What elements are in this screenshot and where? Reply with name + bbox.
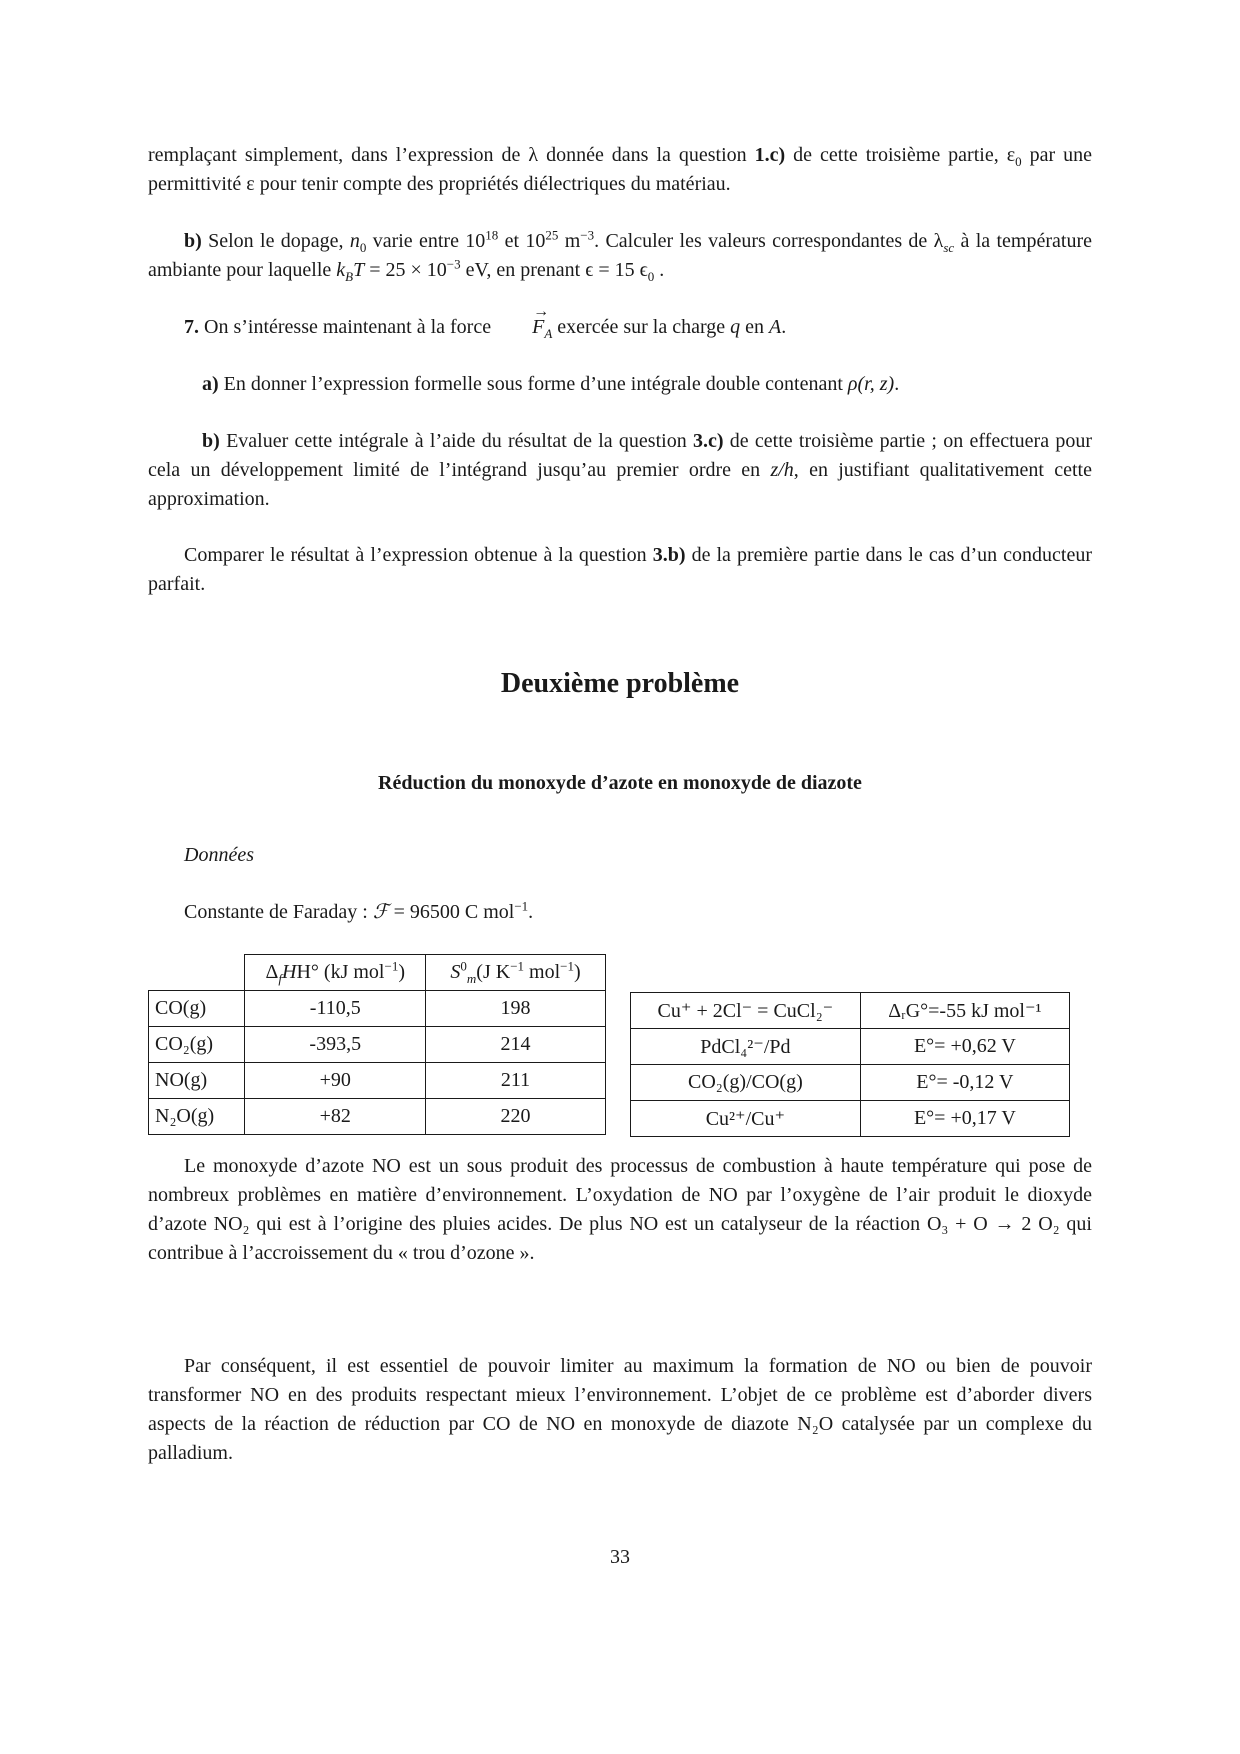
value-cell: E°= +0,17 V: [860, 1101, 1069, 1137]
couple-cell: CO₂(g)/CO(g): [631, 1065, 861, 1101]
couple-cell: Cu⁺ + 2Cl⁻ = CuCl₂⁻: [631, 993, 861, 1029]
question-7: 7. On s’intéresse maintenant à la force → $F_A$ exercée sur la charge q en A.: [148, 313, 1092, 342]
couple-cell: PdCl₄²⁻/Pd: [631, 1029, 861, 1065]
paragraph-objective: Par conséquent, il est essentiel de pouvoir limiter au maximum la formation de NO ou bien de pouvoir transformer NO en des produits respectant mieux l’environnement. L’objet de ce problème est d’aborder divers aspects de la réaction de réduction par CO de NO en monoxyde de diazote N₂O catalysée par un complexe du palladium.: [148, 1355, 1092, 1464]
value-cell: ΔᵣG°=-55 kJ mol⁻¹: [860, 993, 1069, 1029]
entropy-cell: 220: [426, 1099, 606, 1135]
section-subtitle: Réduction du monoxyde d’azote en monoxyde de diazote: [378, 772, 862, 794]
question-7a: a) En donner l’expression formelle sous forme d’une intégrale double contenant ρ(r, z).: [202, 373, 900, 395]
entropy-cell: 198: [426, 991, 606, 1027]
paragraph-intro: Le monoxyde d’azote NO est un sous produit des processus de combustion à haute température qui pose de nombreux problèmes en matière d’environnement. L’oxydation de NO par l’oxygène de l’air produit le dioxyde d’azote NO₂ qui est à l’origine des pluies acides. De plus NO est un catalyseur de la réaction O₃ + O → 2 O₂ qui contribue à l’accroissement du « trou d’ozone ».: [148, 1155, 1092, 1264]
header-enthalpy: $\Delta_fHH^\circ$ (kJ mol$^{-1}$): [245, 955, 426, 991]
table-header-row: [149, 955, 606, 991]
thermo-table: [148, 954, 606, 1135]
compare-paragraph: Comparer le résultat à l’expression obtenue à la question 3.b) de la première partie dans le cas d’un conducteur parfait.: [148, 544, 1093, 595]
species-cell: CO(g): [149, 991, 245, 1027]
question-6b: b) Selon le dopage, $n_0$ varie entre $10^{18}$ et $10^{25}$ $m^{-3}$. Calculer les valeurs correspondantes de $\lambda_{sc}$ à la température ambiante pour laquelle $k_BT = 25 \times 10^{-3}$ eV, en prenant ϵ = 15 $\epsilon_0$ .: [148, 227, 1092, 284]
faraday-constant: Constante de Faraday : ℱ = 96500 C mol$^{-1}$.: [184, 898, 534, 923]
enthalpy-cell: -393,5: [245, 1027, 426, 1063]
table-row: [149, 1027, 606, 1063]
table-row: [631, 993, 1070, 1029]
couple-cell: Cu²⁺/Cu⁺: [631, 1101, 861, 1137]
table-row: [631, 1065, 1070, 1101]
table-row: [631, 1101, 1070, 1137]
header-entropy: $S^0_m(J$ $K^{-1}$ mol$^{-1}$): [426, 955, 606, 991]
enthalpy-cell: +82: [245, 1099, 426, 1135]
vector-arrow-icon: → F: [496, 313, 544, 342]
table-row: [149, 991, 606, 1027]
donnees-label: Données: [184, 844, 254, 866]
value-cell: E°= -0,12 V: [860, 1065, 1069, 1101]
question-7b: b) Evaluer cette intégrale à l’aide du résultat de la question 3.c) de cette troisième partie ; on effectuera pour cela un développement limité de l’intégrand jusqu’au premier ordre en z/h, en justifiant qualitativement cette approximation.: [148, 430, 1092, 510]
table-row: [149, 1063, 606, 1099]
paragraph-permittivity: remplaçant simplement, dans l’expression de λ donnée dans la question 1.c) de cette troisième partie, $\varepsilon_0$ par une permittivité ε pour tenir compte des propriétés diélectriques du matériau.: [148, 144, 1092, 195]
enthalpy-cell: +90: [245, 1063, 426, 1099]
species-cell: CO₂(g): [149, 1027, 245, 1063]
page-number: 33: [610, 1546, 630, 1568]
redox-table: [630, 992, 1070, 1137]
species-cell: N₂O(g): [149, 1099, 245, 1135]
table-corner: [149, 955, 245, 991]
enthalpy-cell: -110,5: [245, 991, 426, 1027]
table-row: [149, 1099, 606, 1135]
entropy-cell: 214: [426, 1027, 606, 1063]
species-cell: NO(g): [149, 1063, 245, 1099]
entropy-cell: 211: [426, 1063, 606, 1099]
table-row: [631, 1029, 1070, 1065]
value-cell: E°= +0,62 V: [860, 1029, 1069, 1065]
section-title: Deuxième problème: [500, 668, 740, 699]
